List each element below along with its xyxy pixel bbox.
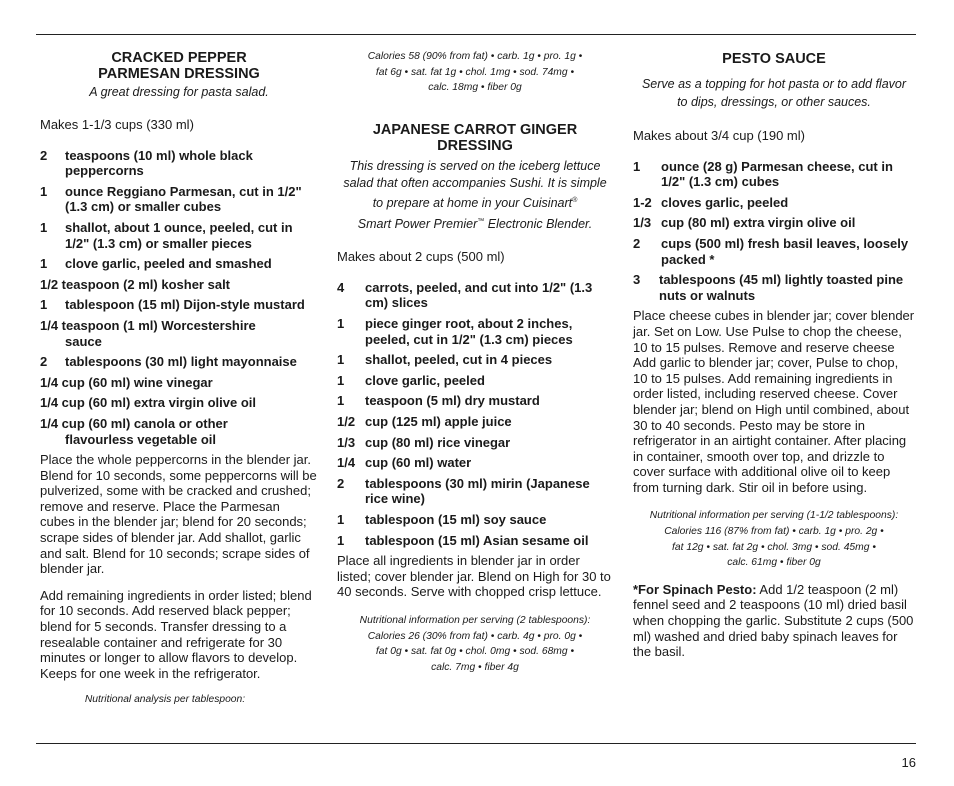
recipe-subtitle: [337, 158, 613, 234]
ingredient-text: tablespoons (30 ml) light mayonnaise: [65, 354, 297, 370]
ingredient-text: cup (80 ml) extra virgin olive oil: [661, 215, 856, 231]
nutrition-line: Calories 26 (30% from fat) • carb. 4g • pro. 0g •: [367, 630, 583, 642]
ingredient-text: cup (80 ml) rice vinegar: [365, 434, 511, 450]
ingredient-text: shallot, peeled, cut in 4 pieces: [365, 352, 553, 368]
ingredient: [40, 220, 318, 251]
ingredient: [40, 277, 318, 293]
ingredient-qty: 2: [337, 475, 345, 491]
nutrition-line: fat 6g • sat. fat 1g • chol. 1mg • sod. 74mg •: [375, 66, 575, 78]
subtitle-line: Smart Power Premier: [357, 216, 478, 231]
ingredient: [337, 316, 613, 347]
ingredient-text: clove garlic, peeled: [365, 372, 485, 388]
ingredient: [40, 318, 318, 349]
ingredient-qty: 4: [337, 279, 345, 295]
registered-mark: ®: [572, 197, 578, 205]
nutrition-info: [337, 613, 613, 675]
ingredient: [337, 414, 613, 430]
yield: Makes about 2 cups (500 ml): [337, 249, 505, 265]
recipe-subtitle: A great dressing for pasta salad.: [89, 85, 269, 99]
directions: Add remaining ingredients in order listed; blend for 10 seconds. Add reserved black pepper; blend for 5 seconds. Transfer dressing to a resealable container and refrigerate for 30 minutes or longer to allow flavors to develop. Keeps for one week in the refrigerator.: [40, 587, 312, 681]
nutrition-line: Calories 116 (87% from fat) • carb. 1g • pro. 2g •: [664, 526, 884, 538]
subtitle-line: to dips, dressings, or other sauces.: [677, 94, 871, 109]
ingredient-qty: 1/4: [337, 455, 356, 471]
ingredient-text: cup (60 ml) water: [365, 455, 472, 471]
ingredient-text: tablespoons (45 ml) lightly toasted pine nuts or walnuts: [659, 272, 904, 303]
yield: Makes about 3/4 cup (190 ml): [633, 128, 805, 143]
ingredient-qty: 1/2: [337, 414, 356, 430]
ingredient-qty: 1: [337, 316, 345, 332]
ingredient-qty: 1: [40, 256, 48, 272]
nutrition-line: calc. 61mg • fiber 0g: [727, 557, 821, 569]
ingredient-text: carrots, peeled, and cut into 1/2" (1.3 cm) slices: [365, 279, 593, 311]
recipe-japanese-carrot: [337, 49, 613, 675]
ingredient-qty: 2: [633, 235, 641, 251]
ingredient-text: cloves garlic, peeled: [661, 194, 789, 210]
ingredient-qty: 1: [40, 183, 48, 199]
ingredient: [337, 352, 613, 368]
ingredient: [40, 354, 318, 370]
ingredient: [633, 215, 915, 231]
recipe-cracked-pepper: [40, 48, 318, 708]
ingredient-text: cup (125 ml) apple juice: [365, 414, 512, 430]
recipe-title-line: JAPANESE CARROT GINGER: [372, 121, 578, 138]
top-rule: [36, 34, 916, 35]
ingredient: [633, 236, 915, 267]
directions: Place all ingredients in blender jar in order listed; cover blender jar. Blend on High for 30 to 40 seconds. Serve with chopped crisp lettuce.: [337, 553, 611, 600]
ingredient: [633, 159, 915, 190]
nutrition-line: Calories 58 (90% from fat) • carb. 1g • pro. 1g •: [367, 51, 583, 62]
ingredient-text: cups (500 ml) fresh basil leaves, loosely packed *: [661, 235, 909, 267]
recipe-subtitle: [633, 76, 915, 111]
ingredient: [633, 195, 915, 211]
ingredient: [40, 395, 318, 411]
ingredient-text: teaspoon (5 ml) dry mustard: [365, 393, 540, 409]
variation-text: Add 1/2 teaspoon (2 ml) fennel seed and 2 teaspoons (10 ml) dried basil when chopping the garlic. Substitute 2 cups (500 ml) washed and dried baby spinach leaves for the basil.: [633, 581, 914, 660]
subtitle-line: salad that often accompanies Sushi. It is simple: [343, 176, 607, 191]
ingredient-text: 1/4 teaspoon (1 ml) Worcestershire: [40, 317, 256, 333]
nutrition-line: fat 12g • sat. fat 2g • chol. 3mg • sod. 45mg •: [672, 541, 876, 553]
ingredient: [40, 416, 318, 447]
ingredient-qty: 1: [337, 512, 345, 527]
ingredient-list: [40, 148, 318, 448]
ingredient-text: teaspoons (10 ml) whole black peppercorns: [65, 147, 253, 179]
ingredient-text: piece ginger root, about 2 inches, peeled, cut in 1/2" (1.3 cm) pieces: [365, 316, 573, 347]
recipe-title: PESTO SAUCE: [722, 51, 826, 67]
ingredient-qty: 1: [337, 352, 345, 368]
nutrition-label: Nutritional analysis per tablespoon:: [84, 694, 246, 706]
ingredient: [40, 297, 318, 313]
ingredient-qty: 2: [40, 147, 48, 163]
ingredient-text: tablespoon (15 ml) Asian sesame oil: [365, 532, 589, 548]
ingredient-qty: 1: [633, 158, 641, 174]
recipe-title-line: CRACKED PEPPER: [111, 50, 247, 66]
ingredient-text: tablespoons (30 ml) mirin (Japanese rice wine): [365, 475, 590, 507]
directions: Place cheese cubes in blender jar; cover blender jar. Set on Low. Use Pulse to chop the cheese, 10 to 15 pulses. Remove and reserve cheese Add garlic to blender jar; cover, Pulse to chop, 10 to 15 pulses. Add remaining ingredients in order listed, including reserved cheese. Cover blender jar; blend on High until combined, about 30 to 40 seconds. Pesto may be store in refrigerator in an airtight container. After placing in container, smooth over top, and drizzle to cover surface with additional olive oil to keep from turning dark. Stir oil in before using.: [633, 308, 915, 495]
ingredient: [337, 373, 613, 389]
nutrition-line: Nutritional information per serving (1-1/2 tablespoons):: [649, 510, 899, 522]
yield: Makes 1-1/3 cups (330 ml): [40, 117, 194, 132]
ingredient-qty: 1-2: [633, 194, 652, 210]
ingredient-list: [633, 159, 915, 304]
ingredient: [337, 435, 613, 451]
nutrition-line: fat 0g • sat. fat 0g • chol. 0mg • sod. 68mg •: [375, 646, 575, 658]
page-number: 16: [901, 755, 916, 770]
ingredient-qty: 1: [40, 219, 48, 235]
ingredient-qty: 1: [337, 393, 345, 409]
directions: Place the whole peppercorns in the blender jar. Blend for 10 seconds, some peppercorns will be pulverized, some with be cracked and crushed; remove and reserve. Place the Parmesan cubes in the blender jar; blend for 20 seconds; scrape sides of blender jar. Add shallot, garlic and salt. Blend for 10 seconds; scrape sides of blender jar.: [40, 452, 317, 577]
subtitle-line: Serve as a topping for hot pasta or to add flavor: [641, 77, 907, 91]
ingredient: [337, 512, 613, 528]
recipe-title-line: DRESSING: [437, 137, 513, 154]
ingredient-qty: 1/3: [633, 215, 652, 231]
ingredient-text: clove garlic, peeled and smashed: [65, 256, 272, 272]
ingredient-text: shallot, about 1 ounce, peeled, cut in 1/2" (1.3 cm) or smaller pieces: [65, 219, 293, 251]
variation-label: *For Spinach Pesto:: [633, 581, 757, 597]
ingredient: [40, 184, 318, 215]
ingredient-text: 1/4 cup (60 ml) extra virgin olive oil: [40, 395, 257, 411]
ingredient-qty: 3: [633, 272, 641, 288]
ingredient-text: tablespoon (15 ml) soy sauce: [365, 512, 547, 527]
ingredient-text: flavourless vegetable oil: [65, 431, 217, 447]
recipe-title: [40, 50, 318, 82]
ingredient-text: 1/4 cup (60 ml) wine vinegar: [40, 374, 213, 390]
ingredient: [337, 533, 613, 549]
nutrition-line: Nutritional information per serving (2 tablespoons):: [359, 614, 591, 626]
ingredient-qty: 1: [337, 532, 345, 548]
ingredient-qty: 1/3: [337, 434, 356, 450]
subtitle-line: Electronic Blender.: [484, 216, 593, 231]
ingredient-list: [337, 280, 613, 548]
ingredient: [633, 272, 915, 303]
ingredient: [337, 280, 613, 311]
ingredient-qty: 1: [40, 297, 48, 313]
ingredient: [40, 256, 318, 272]
ingredient-qty: 2: [40, 354, 48, 370]
trademark-mark: ™: [477, 217, 485, 225]
ingredient-text: sauce: [65, 333, 102, 349]
ingredient-text: 1/2 teaspoon (2 ml) kosher salt: [40, 276, 231, 292]
recipe-title-line: PARMESAN DRESSING: [98, 66, 260, 82]
nutrition-line: calc. 7mg • fiber 4g: [431, 661, 519, 673]
ingredient-text: ounce Reggiano Parmesan, cut in 1/2" (1.3 cm) or smaller cubes: [65, 183, 302, 215]
ingredient: [337, 455, 613, 471]
variation-note: [633, 582, 915, 660]
subtitle-line: to prepare at home in your Cuisinart: [372, 196, 573, 211]
nutrition-info: [633, 508, 915, 570]
ingredient: [40, 375, 318, 391]
ingredient-text: tablespoon (15 ml) Dijon-style mustard: [65, 297, 305, 313]
ingredient: [337, 476, 613, 507]
ingredient: [40, 148, 318, 179]
subtitle-line: This dressing is served on the iceberg lettuce: [349, 158, 601, 173]
ingredient: [337, 393, 613, 409]
bottom-rule: [36, 743, 916, 744]
ingredient-text: ounce (28 g) Parmesan cheese, cut in 1/2" (1.3 cm) cubes: [661, 158, 893, 190]
nutrition-line: calc. 18mg • fiber 0g: [428, 82, 522, 94]
ingredient-text: 1/4 cup (60 ml) canola or other: [40, 415, 228, 431]
nutrition-info: [337, 49, 613, 96]
recipe-pesto-sauce: [633, 48, 915, 660]
recipe-title: [337, 122, 613, 154]
ingredient-qty: 1: [337, 372, 345, 388]
